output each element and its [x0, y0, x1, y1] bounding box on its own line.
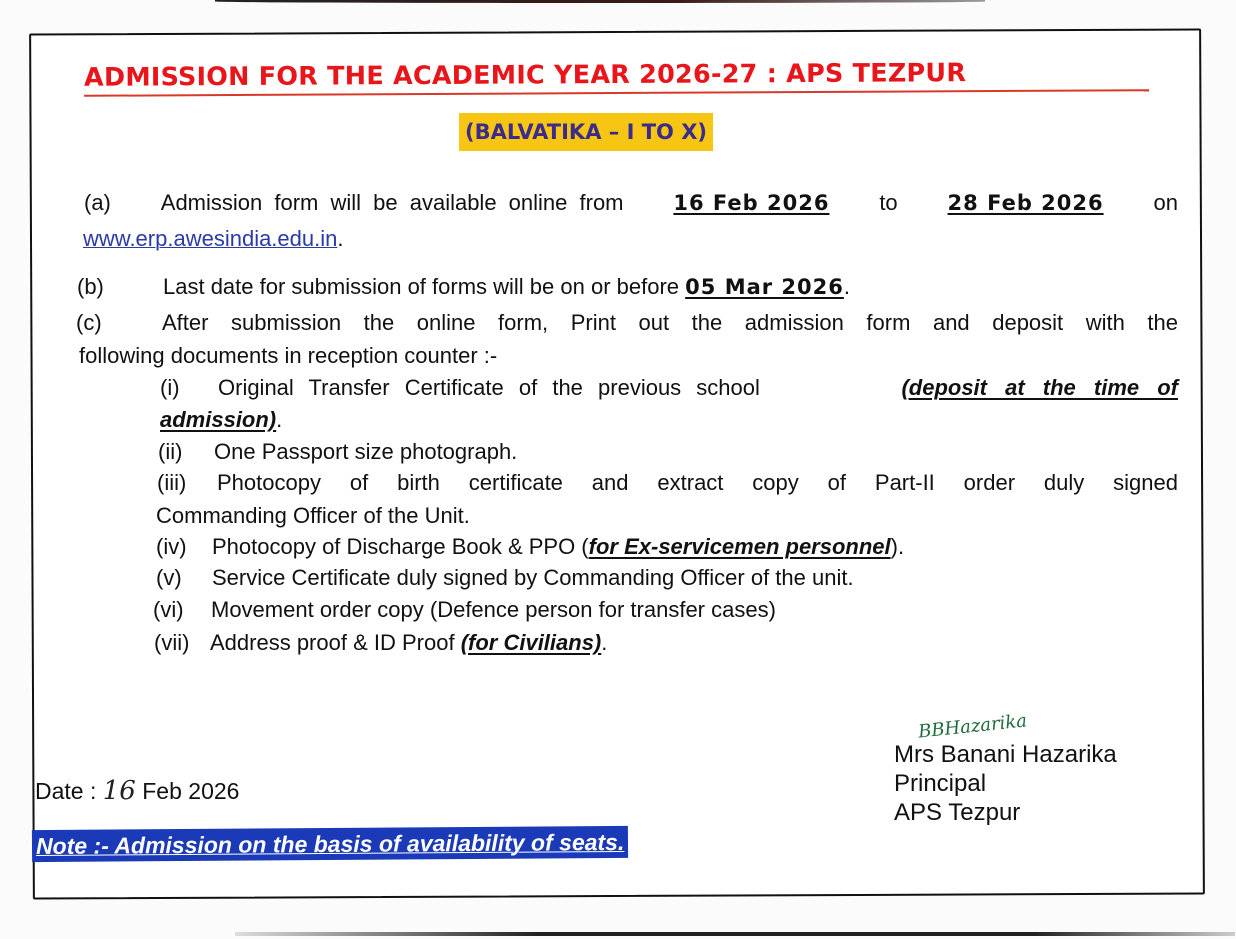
item-a-on: on — [1153, 190, 1178, 215]
doc-text: Movement order copy (Defence person for transfer cases) — [211, 597, 776, 622]
signature-scribble: BBHazarika — [917, 710, 1028, 743]
document-title: ADMISSION FOR THE ACADEMIC YEAR 2026-27 : APS TEZPUR — [84, 55, 1149, 97]
doc-text-row — [218, 373, 1178, 403]
date-to: 28 Feb 2026 — [947, 191, 1104, 215]
issue-date — [35, 776, 239, 806]
item-c-label: (c) — [76, 310, 102, 335]
paper-edge-bottom — [235, 932, 1235, 936]
paper-edge-top — [215, 0, 985, 3]
signatory-name: Mrs Banani Hazarika — [894, 741, 1117, 768]
note-text: Note :- Admission on the basis of availability of seats. — [35, 828, 625, 860]
punctuation: . — [843, 274, 850, 299]
doc-item-1-cont — [160, 405, 282, 435]
last-date: 05 Mar 2026 — [685, 275, 844, 299]
item-b-label: (b) — [77, 274, 104, 299]
signatory-designation: Principal — [894, 770, 987, 797]
punctuation: ). — [890, 534, 905, 559]
doc-item-2 — [158, 437, 517, 467]
doc-emphasis-cont: admission) — [160, 407, 277, 432]
doc-emphasis: (deposit at the time of — [901, 375, 1178, 400]
item-b-text: Last date for submission of forms will be on or before — [163, 274, 680, 299]
document-subtitle: (BALVATIKA – I TO X) — [459, 113, 713, 151]
doc-item-1 — [160, 373, 1178, 403]
date-from: 16 Feb 2026 — [673, 191, 830, 215]
doc-label: (iv) — [156, 534, 187, 559]
doc-emphasis: for Ex-servicemen personnel — [588, 534, 891, 559]
doc-item-6 — [153, 595, 776, 625]
doc-text: Original Transfer Certificate of the previous school — [218, 375, 760, 400]
punctuation: . — [337, 226, 344, 251]
doc-item-5 — [156, 563, 854, 593]
doc-item-3-cont: Commanding Officer of the Unit. — [156, 503, 470, 528]
doc-label: (vi) — [153, 597, 184, 622]
doc-item-7 — [154, 628, 607, 658]
item-c-line2: following documents in reception counter :- — [79, 343, 498, 368]
item-c-line1: After submission the online form, Print out the admission form and deposit with the — [162, 310, 1178, 335]
item-c — [76, 308, 1178, 338]
punctuation: . — [276, 407, 283, 432]
doc-item-4 — [156, 532, 904, 562]
doc-text: Address proof & ID Proof — [210, 630, 455, 655]
item-b — [77, 272, 850, 302]
doc-label: (v) — [156, 565, 182, 590]
doc-text: Photocopy of Discharge Book & PPO ( — [212, 534, 589, 559]
punctuation: . — [601, 630, 608, 655]
doc-label: (iii) — [157, 470, 187, 495]
item-a-text: Admission form will be available online from — [160, 190, 624, 215]
doc-label: (vii) — [154, 630, 190, 655]
signatory-organization: APS Tezpur — [894, 799, 1021, 826]
doc-label: (ii) — [158, 439, 183, 464]
item-a-to: to — [879, 190, 898, 215]
date-label: Date : — [35, 778, 97, 804]
handwritten-day: 16 — [102, 776, 136, 806]
doc-text: Photocopy of birth certificate and extract copy of Part-II order duly signed — [217, 470, 1178, 495]
doc-text: Service Certificate duly signed by Commanding Officer of the unit. — [212, 565, 854, 590]
doc-emphasis: (for Civilians) — [460, 630, 602, 655]
item-a — [84, 188, 1178, 218]
availability-note — [32, 826, 629, 862]
date-rest: Feb 2026 — [142, 778, 240, 804]
doc-item-3 — [157, 468, 1178, 498]
erp-website-link[interactable]: www.erp.awesindia.edu.in — [83, 226, 338, 251]
item-a-link-line — [83, 224, 344, 254]
doc-label: (i) — [160, 375, 180, 400]
item-a-label: (a) — [84, 190, 111, 215]
doc-text: One Passport size photograph. — [214, 439, 518, 464]
